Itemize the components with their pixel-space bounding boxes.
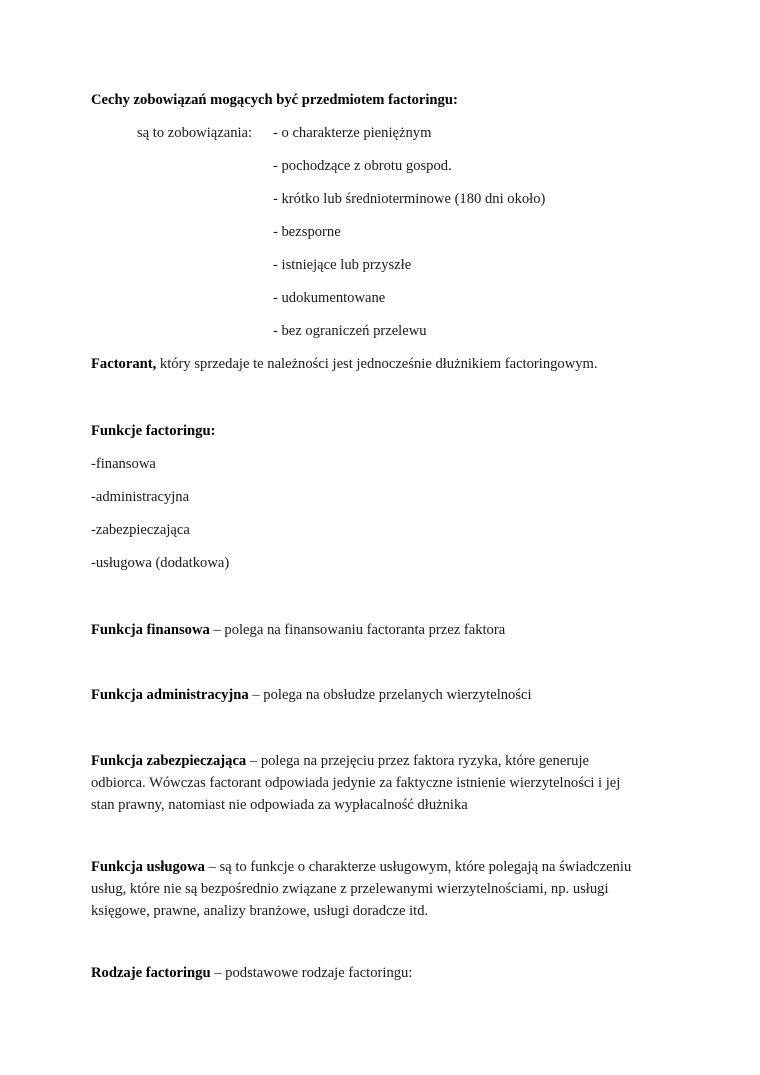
definition-text: – polega na obsłudze przelanych wierzytelności (248, 687, 532, 703)
rodzaje-term: Rodzaje factoringu (91, 965, 211, 981)
definition-text: – polega na finansowaniu factoranta przez faktora (209, 622, 506, 638)
definition-term: Funkcja usługowa (91, 859, 205, 875)
obligation-item: - krótko lub średnioterminowe (180 dni około) (273, 191, 546, 207)
obligation-item: - udokumentowane (273, 290, 386, 306)
rodzaje-text: – podstawowe rodzaje factoringu: (210, 965, 413, 981)
factorant-term: Factorant, (91, 356, 157, 372)
section-heading-funkcje: Funkcje factoringu: (91, 423, 216, 439)
function-list-item: -administracyjna (91, 489, 190, 505)
definition-text-line: stan prawny, natomiast nie odpowiada za wypłacalność dłużnika (91, 797, 468, 813)
obligation-item: - pochodzące z obrotu gospod. (273, 158, 452, 174)
definition-term: Funkcja finansowa (91, 622, 210, 638)
definition-uslugowa (91, 858, 631, 876)
definition-text-line: księgowe, prawne, analizy branżowe, usługi doradcze itd. (91, 903, 429, 919)
function-list-item: -zabezpieczająca (91, 522, 190, 538)
definition-text: – są to funkcje o charakterze usługowym, które polegają na świadczeniu (204, 859, 632, 875)
function-list-item: -finansowa (91, 456, 156, 472)
obligation-item: - bez ograniczeń przelewu (273, 323, 427, 339)
factorant-text: który sprzedaje te należności jest jednocześnie dłużnikiem factoringowym. (156, 356, 598, 372)
function-list-item: -usługowa (dodatkowa) (91, 555, 230, 571)
obligations-lead: są to zobowiązania: (137, 125, 253, 141)
definition-term: Funkcja zabezpieczająca (91, 753, 247, 769)
definition-administracyjna (91, 686, 532, 704)
obligation-item: - bezsporne (273, 224, 341, 240)
definition-finansowa (91, 621, 505, 639)
definition-text-line: odbiorca. Wówczas factorant odpowiada jedynie za faktyczne istnienie wierzytelności i jej (91, 775, 621, 791)
obligation-item: - o charakterze pieniężnym (273, 125, 432, 141)
obligation-item: - istniejące lub przyszłe (273, 257, 412, 273)
definition-term: Funkcja administracyjna (91, 687, 249, 703)
factorant-paragraph (91, 355, 598, 373)
section-heading-cechy: Cechy zobowiązań mogących być przedmiotem factoringu: (91, 92, 458, 108)
definition-text: – polega na przejęciu przez faktora ryzyka, które generuje (246, 753, 590, 769)
rodzaje-paragraph (91, 964, 412, 982)
definition-zabezpieczajaca (91, 752, 589, 770)
definition-text-line: usług, które nie są bezpośrednio związane z przelewanymi wierzytelnościami, np. usługi (91, 881, 609, 897)
